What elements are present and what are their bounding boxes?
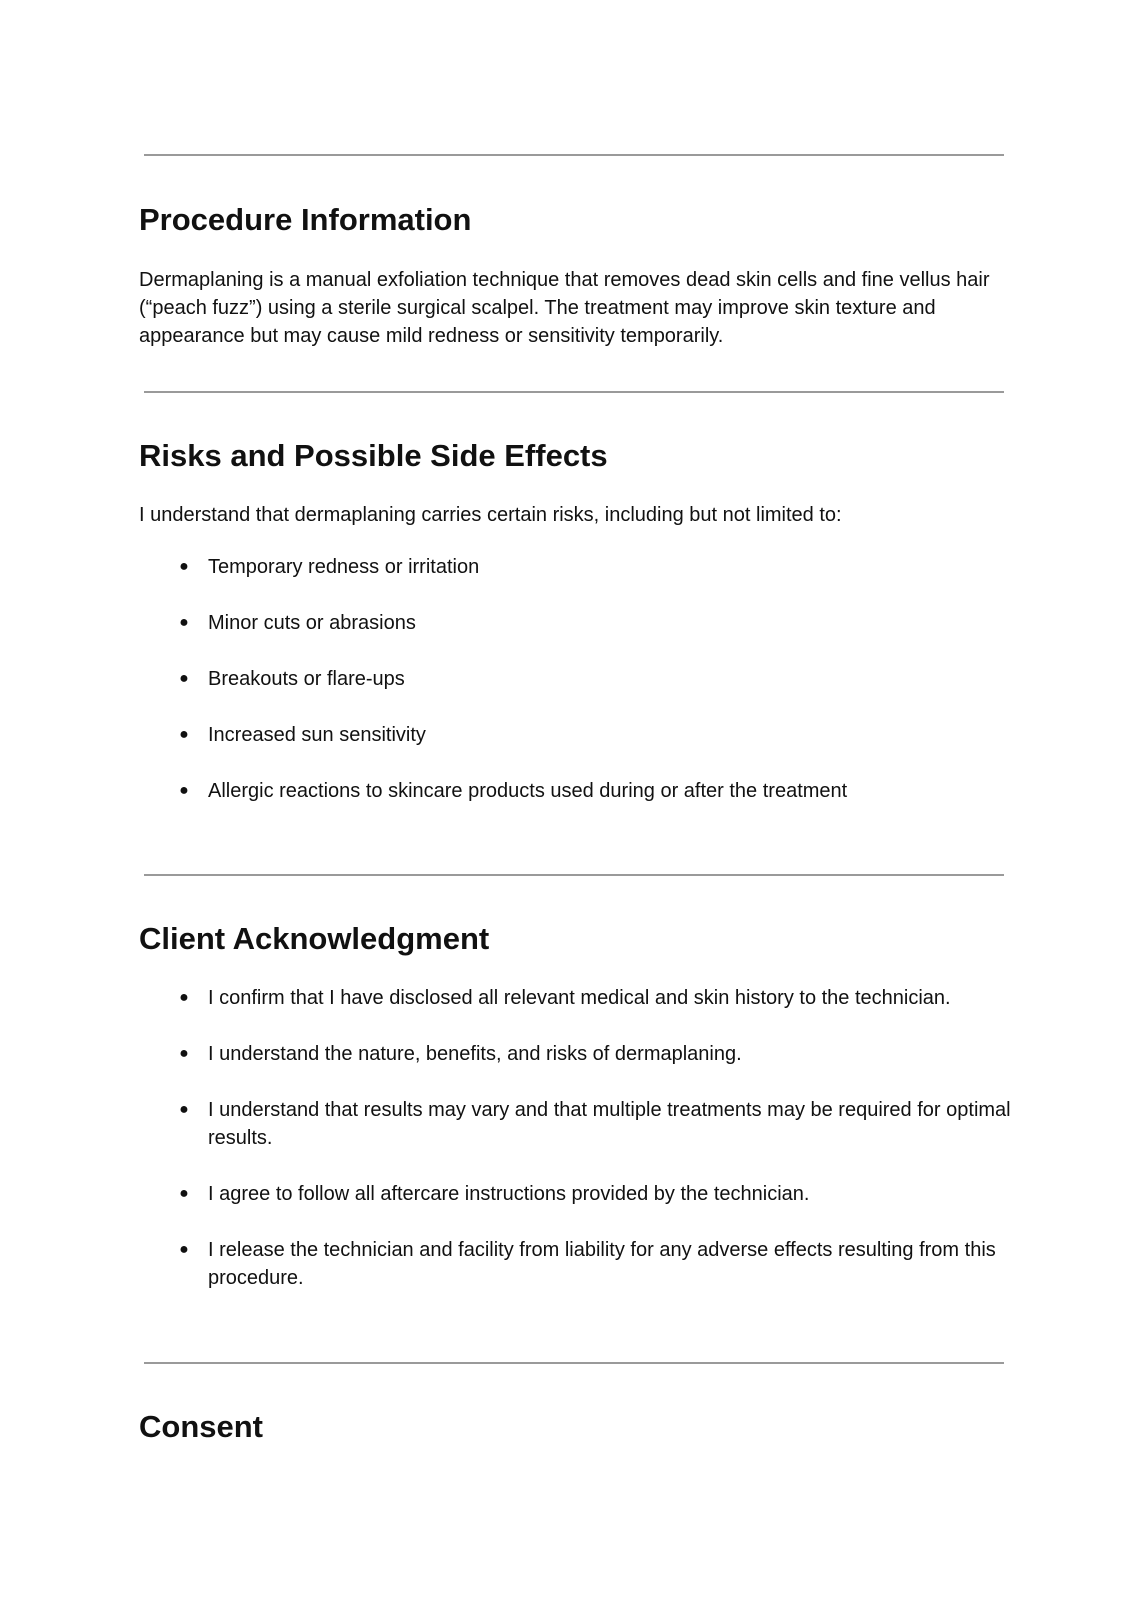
consent-heading: Consent	[139, 1409, 263, 1444]
bullet-icon: ●	[179, 558, 189, 575]
list-item-text: Breakouts or flare-ups	[208, 668, 405, 690]
risks-intro: I understand that dermaplaning carries certain risks, including but not limited to:	[139, 504, 842, 526]
list-item-text: Increased sun sensitivity	[208, 724, 426, 746]
bullet-icon: ●	[179, 1241, 189, 1258]
list-item	[139, 1096, 1019, 1152]
procedure-heading: Procedure Information	[139, 202, 472, 237]
list-item-text: I agree to follow all aftercare instructions provided by the technician.	[208, 1183, 810, 1205]
list-item	[139, 553, 1019, 581]
procedure-paragraph: Dermaplaning is a manual exfoliation technique that removes dead skin cells and fine vellus hair (“peach fuzz”) using a sterile surgical scalpel. The treatment may improve skin texture and appearance but may cause mild redness or sensitivity temporarily.	[139, 269, 990, 347]
list-item	[139, 609, 1019, 637]
bullet-icon: ●	[179, 782, 189, 799]
list-item	[139, 1236, 1019, 1292]
list-item-text: I understand the nature, benefits, and risks of dermaplaning.	[208, 1043, 742, 1065]
list-item-text: Allergic reactions to skincare products used during or after the treatment	[208, 780, 848, 802]
bullet-icon: ●	[179, 1045, 189, 1062]
acknowledgment-heading: Client Acknowledgment	[139, 921, 490, 956]
bullet-icon: ●	[179, 989, 189, 1006]
list-item	[139, 665, 1019, 693]
section-divider	[144, 154, 1004, 156]
list-item	[139, 1040, 1019, 1068]
acknowledgment-list	[139, 984, 1019, 1320]
list-item-text: Temporary redness or irritation	[208, 556, 480, 578]
list-item-text: I understand that results may vary and that multiple treatments may be required for optimal results.	[208, 1099, 1011, 1149]
list-item	[139, 721, 1019, 749]
section-divider	[144, 1362, 1004, 1364]
list-item-text: I confirm that I have disclosed all relevant medical and skin history to the technician.	[208, 987, 951, 1009]
bullet-icon: ●	[179, 614, 189, 631]
list-item	[139, 1180, 1019, 1208]
bullet-icon: ●	[179, 1185, 189, 1202]
bullet-icon: ●	[179, 670, 189, 687]
list-item-text: Minor cuts or abrasions	[208, 612, 416, 634]
section-divider	[144, 391, 1004, 393]
risks-list	[139, 553, 1019, 833]
list-item	[139, 777, 1019, 805]
section-divider	[144, 874, 1004, 876]
risks-heading: Risks and Possible Side Effects	[139, 438, 608, 473]
list-item-text: I release the technician and facility from liability for any adverse effects resulting from this procedure.	[208, 1239, 996, 1289]
list-item	[139, 984, 1019, 1012]
bullet-icon: ●	[179, 1101, 189, 1118]
bullet-icon: ●	[179, 726, 189, 743]
